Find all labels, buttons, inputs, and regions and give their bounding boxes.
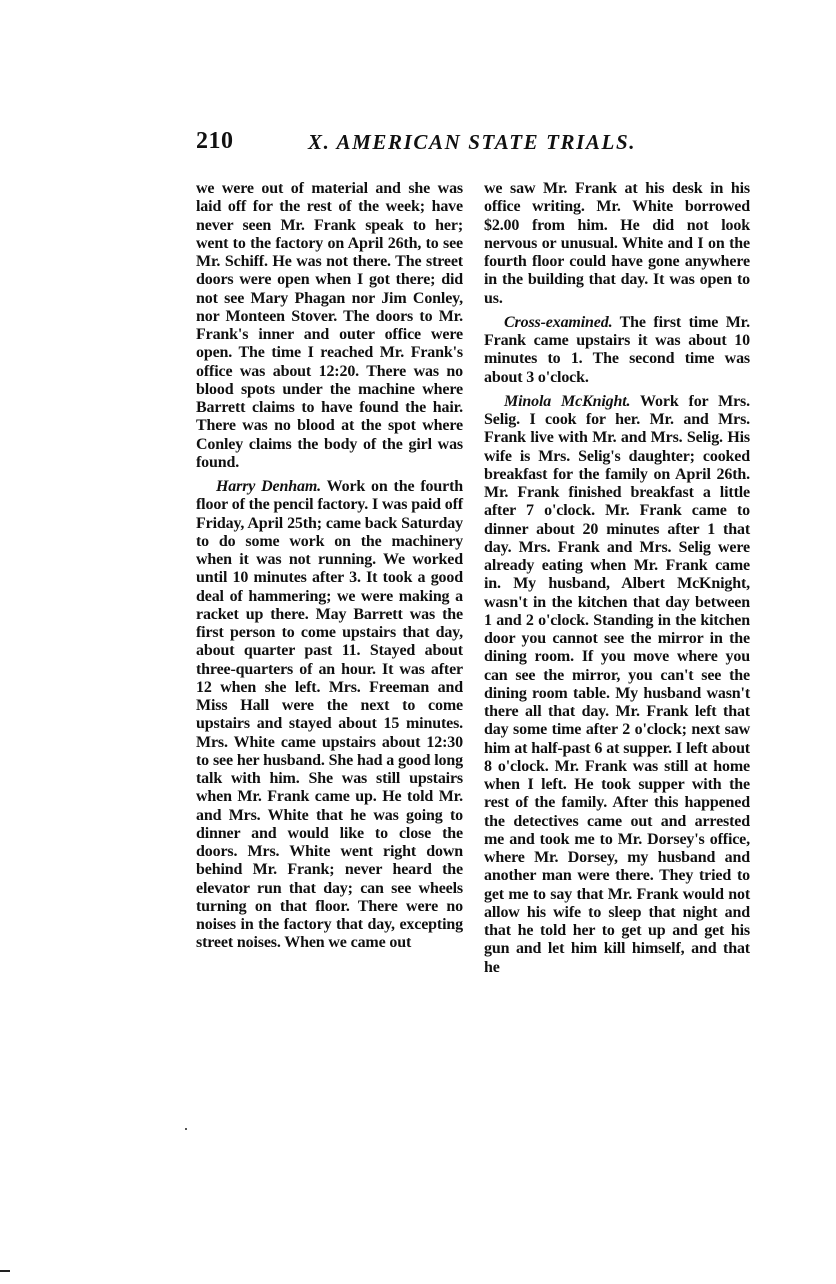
- witness-name: Minola McKnight.: [504, 392, 631, 410]
- page-header: [196, 128, 756, 162]
- testimony-paragraph: [484, 393, 750, 977]
- testimony-text: Work for Mrs. Selig. I cook for her. Mr. and Mrs. Frank live with Mr. and Mrs. Selig. His wife is Mrs. Selig's daughter; cooked breakfast for the family on April 26th. Mr. Frank finished breakfast a little after 7 o'clock. Mr. Frank came to dinner about 20 minutes after 1 that day. Mrs. Frank and Mrs. Selig were already eating when Mr. Frank came in. My husband, Albert McKnight, wasn't in the kitchen that day between 1 and 2 o'clock. Standing in the kitchen door you cannot see the mirror in the dining room. If you move where you can see the mirror, you can't see the dining room table. My husband wasn't there all that day. Mr. Frank left that day some time after 2 o'clock; next saw him at half-past 6 at supper. I left about 8 o'clock. Mr. Frank was still at home when I left. He took supper with the rest of the family. After this happened the detectives came out and arrested me and took me to Mr. Dorsey's office, where Mr. Dorsey, my husband and another man were there. They tried to get me to say that Mr. Frank would not allow his wife to sleep that night and that he told her to get up and get his gun and let him kill himself, and that he: [484, 392, 750, 976]
- left-column: [196, 180, 463, 959]
- scan-edge-mark: [0, 1270, 10, 1272]
- testimony-text: Work on the fourth floor of the pencil factory. I was paid off Friday, April 25th; came back Saturday to do some work on the machinery when it was not running. We worked until 10 minutes after 3. It took a good deal of hammering; we were making a racket up there. May Barrett was the first person to come upstairs that day, about quarter past 11. Stayed about three-quarters of an hour. It was after 12 when she left. Mrs. Freeman and Miss Hall were the next to come upstairs and stayed about 15 minutes. Mrs. White came upstairs about 12:30 to see her husband. She had a good long talk with him. She was still upstairs when Mr. Frank came up. He told Mr. and Mrs. White that he was going to dinner and would like to close the doors. Mrs. White went right down behind Mr. Frank; never heard the elevator run that day; can see wheels turning on that floor. There were no noises in the factory that day, excepting street noises. When we came out: [196, 478, 464, 952]
- paragraph: we were out of material and she was laid off for the rest of the week; have never seen Mr. Frank speak to her; went to the factory on April 26th, to see Mr. Schiff. He was not there. The street doors were open when I got there; did not see Mary Phagan nor Jim Conley, nor Monteen Stover. The doors to Mr. Frank's inner and outer office were open. The time I reached Mr. Frank's office was about 12:20. There was no blood spots under the machine where Barrett claims to have found the hair. There was no blood at the spot where Conley claims the body of the girl was found.: [196, 180, 463, 471]
- right-column: [484, 180, 750, 983]
- witness-name: Harry Denham.: [216, 478, 322, 495]
- scan-speck: [185, 1128, 187, 1130]
- paragraph: we saw Mr. Frank at his desk in his office writing. Mr. White borrowed $2.00 from him. He did not look nervous or unusual. White and I on the fourth floor could have gone anywhere in the building that day. It was open to us.: [484, 180, 750, 307]
- page-number: 210: [196, 128, 234, 154]
- testimony-paragraph: [484, 314, 750, 387]
- testimony-text: The first time Mr. Frank came upstairs it was about 10 minutes to 1. The second time was about 3 o'clock.: [484, 313, 750, 386]
- testimony-paragraph: [196, 478, 463, 953]
- running-title: X. AMERICAN STATE TRIALS.: [308, 130, 637, 154]
- section-label: Cross-examined.: [504, 313, 613, 331]
